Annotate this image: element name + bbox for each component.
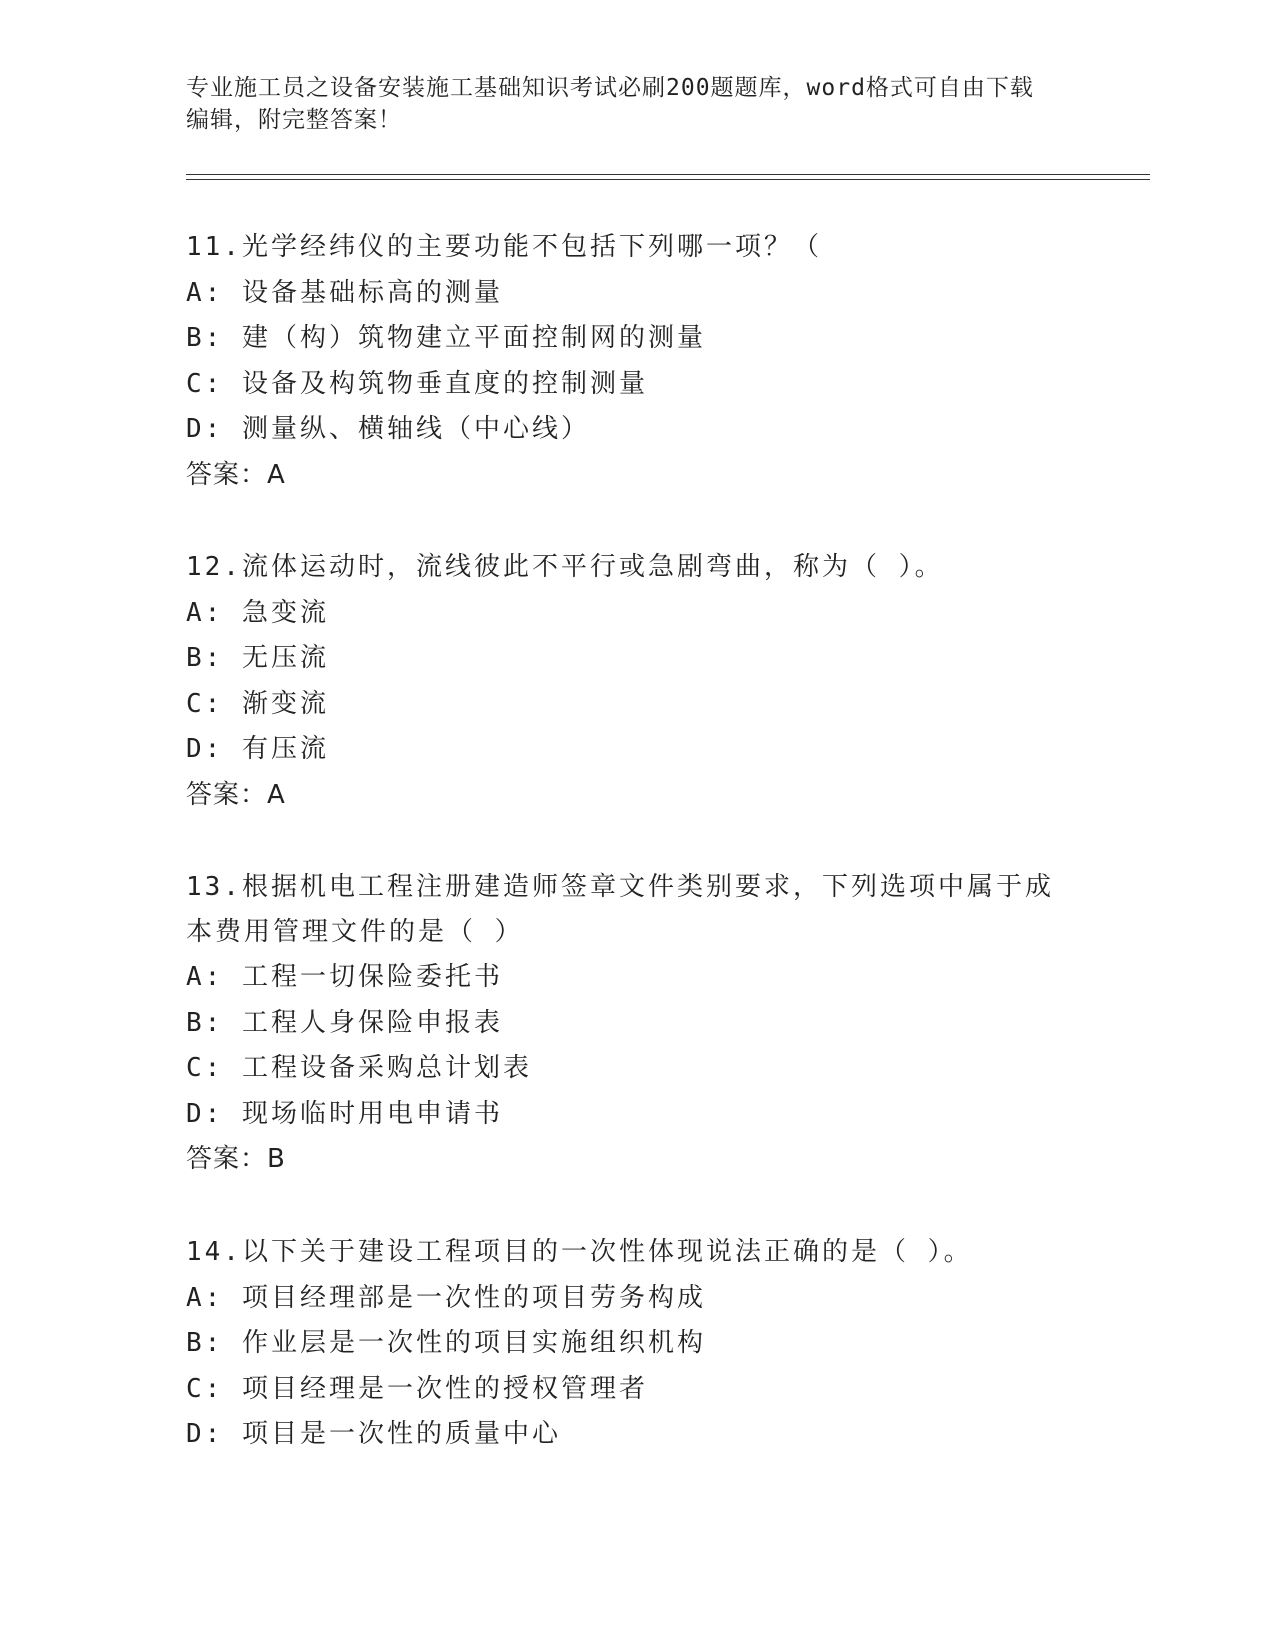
option-b: B: 工程人身保险申报表 (186, 1007, 503, 1038)
option-a: A: 项目经理部是一次性的项目劳务构成 (186, 1282, 706, 1313)
option-b: B: 作业层是一次性的项目实施组织机构 (186, 1328, 706, 1358)
option-a: A: 急变流 (186, 597, 329, 628)
question-stem: 12.流体运动时，流线彼此不平行或急剧弯曲，称为（ ）。 (186, 552, 944, 582)
header-line-2: 编辑，附完整答案！ (186, 107, 402, 133)
option-a: A: 设备基础标高的测量 (186, 277, 503, 308)
question-stem: 14.以下关于建设工程项目的一次性体现说法正确的是（ ）。 (186, 1237, 973, 1267)
option-d: D: 测量纵、横轴线（中心线） (186, 414, 590, 444)
answer: 答案：B (186, 1144, 286, 1174)
option-c: C: 设备及构筑物垂直度的控制测量 (186, 368, 648, 399)
question-12 (186, 545, 1106, 818)
header-line-1: 专业施工员之设备安装施工基础知识考试必刷200题题库，word格式可自由下载 (186, 75, 1034, 101)
question-stem: 13.根据机电工程注册建造师签章文件类别要求，下列选项中属于成本费用管理文件的是（ ） (186, 872, 1054, 947)
option-a: A: 工程一切保险委托书 (186, 962, 503, 992)
document-header (186, 72, 1076, 136)
answer: 答案：A (186, 459, 286, 490)
header-rule-bottom (186, 179, 1150, 180)
option-d: D: 有压流 (186, 734, 329, 764)
option-d: D: 现场临时用电申请书 (186, 1098, 503, 1129)
answer: 答案：A (186, 779, 286, 810)
question-11 (186, 225, 1106, 498)
option-c: C: 渐变流 (186, 688, 329, 719)
question-14 (186, 1230, 1106, 1458)
option-d: D: 项目是一次性的质量中心 (186, 1419, 561, 1449)
question-stem: 11.光学经纬仪的主要功能不包括下列哪一项？（ (186, 232, 822, 262)
option-b: B: 无压流 (186, 643, 329, 673)
option-c: C: 项目经理是一次性的授权管理者 (186, 1373, 648, 1404)
header-rule-top (186, 174, 1150, 175)
question-13 (186, 865, 1106, 1182)
option-b: B: 建（构）筑物建立平面控制网的测量 (186, 323, 706, 353)
option-c: C: 工程设备采购总计划表 (186, 1053, 532, 1083)
